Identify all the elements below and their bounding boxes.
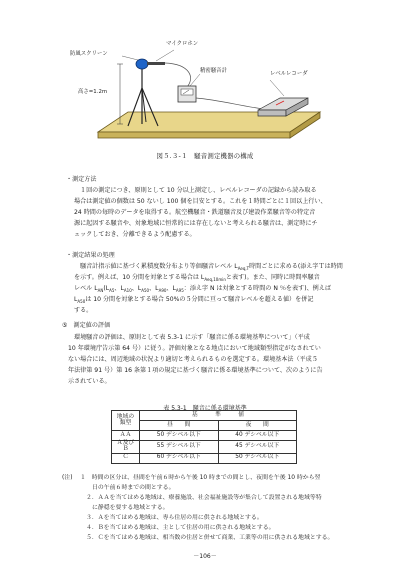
result-heading: ・測定結果の処理	[66, 252, 115, 259]
day-value-cell: 55 デシベル以下	[140, 441, 219, 454]
equipment-diagram	[70, 28, 360, 148]
table-row	[112, 441, 297, 454]
result-line: レベル $L_{AN}(L_{A5}$、$L_{A10}$、$L_{A50}$、$L_{A90}$、$L_{A95}$：添え字 N は対象とする時間の N ％を表す)、例えば	[74, 285, 331, 294]
note-item: 日の午前６時までの間とする。	[92, 485, 175, 491]
page-number: －106－	[193, 553, 217, 560]
table-subheader-row	[112, 421, 297, 431]
night-value-cell: 50 デシベル以下	[218, 453, 297, 463]
result-line: $L_{A50}$は 10 分間を対象とする場合 50%の５分間に亘って騒音レベルを超える値）を併記	[74, 296, 314, 305]
figure-caption: 図５.３-１ 騒音測定機器の構成	[156, 152, 254, 160]
evaluation-line: 示されている。	[68, 378, 111, 385]
nighttime-header: 夜 間	[218, 421, 297, 431]
note-item: ３．Ａを当てはめる地域は、専ら住居の用に供される地域とする。	[86, 515, 263, 521]
evaluation-line: 環境騒音の評価は、原則として表 5.3-1 に示す「騒音に係る環境基準について」（平成	[74, 334, 310, 341]
table-row	[112, 431, 297, 441]
note-item: に静穏を要する地域とする。	[92, 505, 169, 511]
evaluation-line: 10 年環境庁告示第 64 号）に従う。評価対象となる地点において地域類型指定がなされてい	[68, 345, 321, 352]
method-heading: ・測定方法	[66, 176, 97, 183]
daytime-header: 昼 間	[140, 421, 219, 431]
zone-cell: ＡＡ	[112, 431, 140, 441]
method-line: ェックしておき、分離できるよう配慮する。	[74, 231, 196, 238]
result-line: 騒音計指示値に基づく累積度数分布より等価騒音レベル $L_{Aeq,T}$時間ごとに求める(添え字Ｔは時間	[80, 263, 343, 272]
method-line: １回の測定につき、原則として 10 分以上測定し、レベルレコーダの記録から読み取る	[80, 187, 317, 194]
method-line: 源に起因する騒音や、対象地域に恒常的には存在しないと考えられる騒音は、測定時にチ	[74, 220, 318, 227]
height-label: 高さ=1.2m	[78, 89, 108, 95]
evaluation-line: 年法律第 91 号）第 16 条第１項の規定に基づく騒音に係る環境基準について、次のように告	[68, 367, 323, 374]
level-recorder-label: レベルレコーダ	[270, 71, 308, 77]
table-row	[112, 453, 297, 463]
note-item: ４．Ｂを当てはめる地域は、主として住居の用に供される地域とする。	[86, 525, 275, 531]
sound-level-meter-label: 精密騒音計	[200, 68, 227, 74]
environmental-standard-table	[111, 410, 297, 464]
method-line: 24 時間の毎時のデータを取得する。航空機騒音・鉄道騒音及び建設作業騒音等の特定音	[74, 209, 316, 216]
method-line: 場合は測定値の個数は 50 ないし 100 個を目安とする。これを１時間ごとに１回以上行い、	[74, 198, 327, 205]
standard-value-header: 基 準 値	[140, 411, 297, 421]
result-line: する。	[74, 307, 93, 314]
table-title: 表 5.3-1 騒音に係る環境基準	[163, 405, 247, 412]
note-item: １ 時間の区分は、昼間を午前６時から午後 10 時までの間とし、夜間を午後 10 時から翌	[80, 475, 321, 481]
microphone-label: マイクロホン	[166, 41, 199, 47]
evaluation-heading: ⑤ 測定値の評価	[62, 322, 111, 329]
windscreen-label: 防風スクリーン	[70, 51, 108, 57]
zone-cell: Ｃ	[112, 453, 140, 463]
zone-type-header: 地域の 類型	[112, 411, 140, 431]
evaluation-line: ない場合には、周辺地域の状況より適切と考えられるものを選定する。環境基本法（平成５	[68, 356, 318, 363]
night-value-cell: 45 デシベル以下	[218, 441, 297, 454]
result-line: を示す。例えば、10 分間を対象とする場合は $L_{Aeq,10min}$と表す)。また、同時に時間率騒音	[74, 274, 320, 283]
zone-cell: Ａ及びＢ	[112, 441, 140, 454]
notes-prefix: (注)	[62, 475, 73, 481]
day-value-cell: 60 デシベル以下	[140, 453, 219, 463]
note-item: ５．Ｃを当てはめる地域は、相当数の住居と併せて商業、工業等の用に供される地域とする。	[86, 535, 334, 541]
table-header-row	[112, 411, 297, 421]
day-value-cell: 50 デシベル以下	[140, 431, 219, 441]
night-value-cell: 40 デシベル以下	[218, 431, 297, 441]
note-item: ２．ＡＡを当てはめる地域は、療養施設、社会福祉施設等が集合して設置される地域等特	[86, 495, 322, 501]
